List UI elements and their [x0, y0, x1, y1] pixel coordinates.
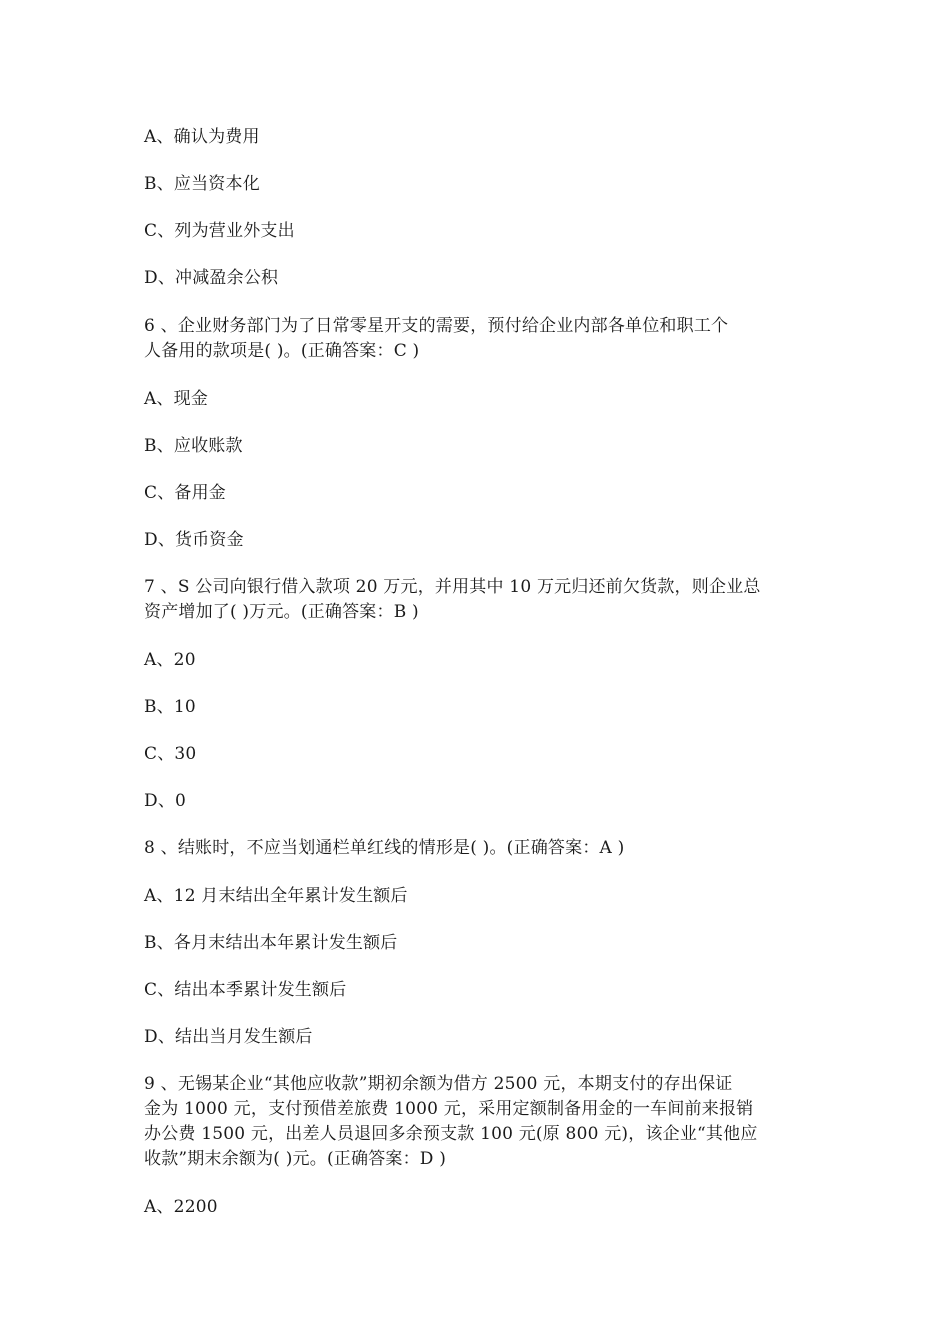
option-8a: A、12 月末结出全年累计发生额后 — [144, 886, 408, 906]
question-9-line-2: 金为 1000 元，支付预借差旅费 1000 元，采用定额制备用金的一车间前来报销 — [144, 1099, 754, 1119]
option-6d: D、货币资金 — [144, 530, 244, 550]
option-8b: B、各月末结出本年累计发生额后 — [144, 933, 398, 953]
question-7-line-2: 资产增加了( )万元。(正确答案：B ) — [144, 602, 419, 622]
question-8-line-1: 8 、结账时，不应当划通栏单红线的情形是( )。(正确答案：A ) — [144, 838, 625, 858]
option-5a: A、确认为费用 — [144, 127, 260, 147]
option-6b: B、应收账款 — [144, 436, 243, 456]
option-9a: A、2200 — [144, 1197, 218, 1217]
question-6-line-1: 6 、企业财务部门为了日常零星开支的需要，预付给企业内部各单位和职工个 — [144, 316, 729, 336]
question-9-line-3: 办公费 1500 元，出差人员退回多余预支款 100 元(原 800 元)，该企业“其他应 — [144, 1124, 758, 1144]
option-8c: C、结出本季累计发生额后 — [144, 980, 347, 1000]
option-7a: A、20 — [144, 650, 196, 670]
option-6c: C、备用金 — [144, 483, 227, 503]
option-7b: B、10 — [144, 697, 196, 717]
option-6a: A、现金 — [144, 389, 209, 409]
question-9-line-4: 收款”期末余额为( )元。(正确答案：D ) — [144, 1149, 447, 1169]
option-7d: D、0 — [144, 791, 187, 811]
option-5d: D、冲减盈余公积 — [144, 268, 279, 288]
question-6-line-2: 人备用的款项是( )。(正确答案：C ) — [144, 341, 420, 361]
question-9-line-1: 9 、无锡某企业“其他应收款”期初余额为借方 2500 元，本期支付的存出保证 — [144, 1074, 733, 1094]
option-7c: C、30 — [144, 744, 197, 764]
option-5b: B、应当资本化 — [144, 174, 260, 194]
question-7-line-1: 7 、S 公司向银行借入款项 20 万元，并用其中 10 万元归还前欠货款，则企业总 — [144, 577, 761, 597]
option-8d: D、结出当月发生额后 — [144, 1027, 313, 1047]
option-5c: C、列为营业外支出 — [144, 221, 295, 241]
